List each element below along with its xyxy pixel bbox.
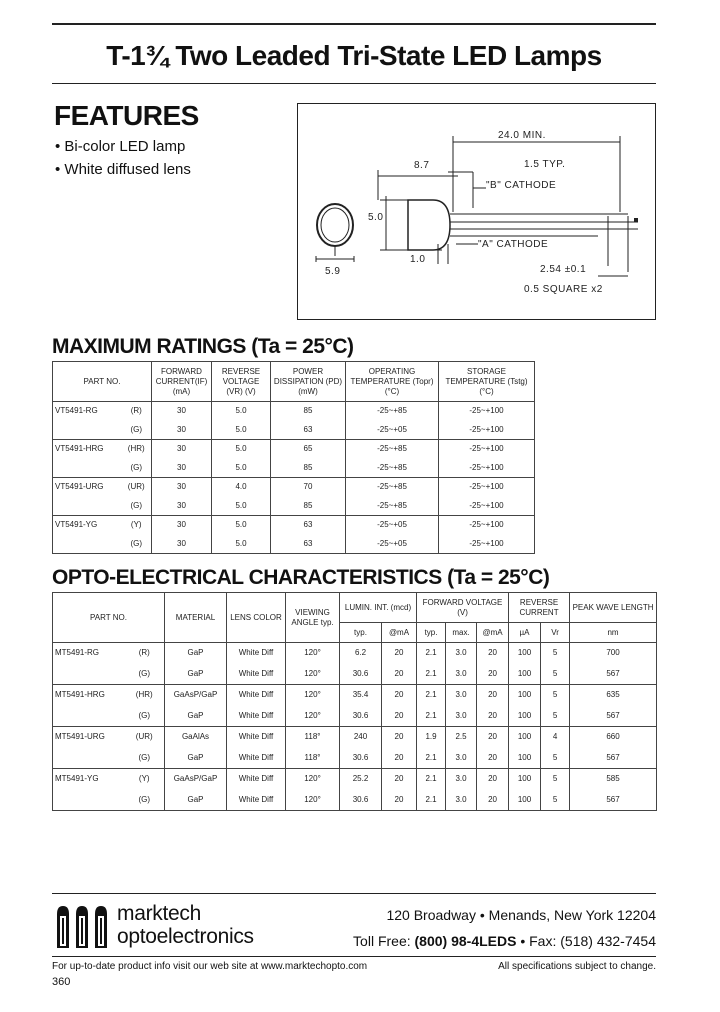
table-cell: GaP	[165, 790, 227, 811]
table-cell: 85	[271, 497, 346, 516]
table-cell: (R)	[122, 402, 152, 421]
col-header-lumin: LUMIN. INT. (mcd)	[340, 593, 417, 623]
table-cell: White Diff	[227, 748, 286, 769]
sub-header: @mA	[382, 623, 417, 643]
table-cell: -25~+100	[439, 421, 535, 440]
table-cell	[53, 535, 122, 554]
a-cathode-label: "A" CATHODE	[478, 239, 549, 250]
table-row	[53, 748, 657, 769]
table-cell: 5.0	[212, 402, 271, 421]
table-cell: 20	[382, 748, 417, 769]
table-cell: 5.0	[212, 421, 271, 440]
col-header-storage: STORAGE TEMPERATURE (Tstg) (°C)	[439, 362, 535, 402]
table-cell: 567	[570, 790, 657, 811]
table-cell: 100	[509, 769, 541, 790]
table-cell	[53, 421, 122, 440]
table-cell: -25~+85	[346, 402, 439, 421]
table-cell: 30.6	[340, 706, 382, 727]
table-cell	[53, 497, 122, 516]
max-ratings-table	[52, 361, 535, 554]
feature-item: • White diffused lens	[55, 161, 191, 178]
company-name-line2: optoelectronics	[117, 925, 254, 948]
table-cell: 2.1	[417, 748, 446, 769]
opto-table	[52, 592, 657, 811]
lamp-end-inner	[321, 208, 349, 242]
table-cell	[53, 748, 125, 769]
col-header-current: FORWARD CURRENT(IF) (mA)	[152, 362, 212, 402]
company-name-line1: marktech	[117, 902, 201, 925]
dim-87-label: 8.7	[414, 160, 430, 171]
top-rule	[52, 23, 656, 25]
table-cell: 3.0	[446, 643, 477, 664]
table-cell: -25~+05	[346, 535, 439, 554]
dim-254-label: 2.54 ±0.1	[540, 264, 587, 275]
table-cell: 100	[509, 643, 541, 664]
table-cell: 118°	[286, 727, 340, 748]
sub-header: Vr	[541, 623, 570, 643]
table-cell: 118°	[286, 748, 340, 769]
table-cell: VT5491-URG	[53, 478, 122, 497]
table-cell: 120°	[286, 790, 340, 811]
page-number: 360	[52, 976, 71, 988]
table-cell: GaAsP/GaP	[165, 685, 227, 706]
table-cell: 20	[382, 643, 417, 664]
table-cell: GaAsP/GaP	[165, 769, 227, 790]
table-cell: 3.0	[446, 685, 477, 706]
table-cell: VT5491-HRG	[53, 440, 122, 459]
table-cell: 25.2	[340, 769, 382, 790]
table-cell: 30.6	[340, 748, 382, 769]
package-diagram	[297, 103, 656, 320]
table-cell: 20	[382, 706, 417, 727]
table-row	[53, 402, 535, 421]
table-row	[53, 727, 657, 748]
table-cell: 3.0	[446, 664, 477, 685]
sub-header: typ.	[340, 623, 382, 643]
col-header-part: PART NO.	[53, 593, 165, 643]
table-cell: 4	[541, 727, 570, 748]
lamp-end-view	[317, 204, 353, 246]
table-cell: 5	[541, 685, 570, 706]
table-cell: 85	[271, 402, 346, 421]
table-cell: (R)	[125, 643, 165, 664]
table-cell: 30.6	[340, 790, 382, 811]
table-cell: (G)	[122, 535, 152, 554]
table-cell: White Diff	[227, 790, 286, 811]
table-cell: MT5491-HRG	[53, 685, 125, 706]
table-cell: 20	[477, 790, 509, 811]
table-cell: VT5491-RG	[53, 402, 122, 421]
table-cell: 20	[477, 643, 509, 664]
contact-phones	[353, 933, 656, 949]
table-cell: (HR)	[122, 440, 152, 459]
table-cell: 20	[477, 748, 509, 769]
footer-rule	[52, 893, 656, 894]
table-cell: 5	[541, 769, 570, 790]
table-cell: 3.0	[446, 769, 477, 790]
table-cell: (G)	[125, 790, 165, 811]
table-cell: 30	[152, 516, 212, 535]
dim-50-label: 5.0	[368, 212, 384, 223]
table-row	[53, 706, 657, 727]
table-cell: 65	[271, 440, 346, 459]
table-cell: VT5491-YG	[53, 516, 122, 535]
dim-10-label: 1.0	[410, 254, 426, 265]
table-cell	[53, 790, 125, 811]
table-cell: White Diff	[227, 706, 286, 727]
table-cell: 240	[340, 727, 382, 748]
table-cell: 30	[152, 459, 212, 478]
table-cell: -25~+100	[439, 459, 535, 478]
title-rule	[52, 83, 656, 84]
table-cell: (G)	[125, 706, 165, 727]
table-row	[53, 664, 657, 685]
table-cell: 63	[271, 421, 346, 440]
table-cell: 6.2	[340, 643, 382, 664]
table-cell: 5.0	[212, 535, 271, 554]
dim-24-label: 24.0 MIN.	[498, 130, 546, 141]
col-header-voltage: REVERSE VOLTAGE (VR) (V)	[212, 362, 271, 402]
table-cell: 4.0	[212, 478, 271, 497]
table-row	[53, 516, 535, 535]
max-ratings-heading: MAXIMUM RATINGS (Ta = 25°C)	[52, 335, 354, 358]
table-cell: 567	[570, 664, 657, 685]
table-cell: 20	[477, 664, 509, 685]
table-cell: (HR)	[125, 685, 165, 706]
table-cell: -25~+100	[439, 478, 535, 497]
table-cell: 20	[477, 685, 509, 706]
table-cell: 5	[541, 790, 570, 811]
table-cell: 700	[570, 643, 657, 664]
table-cell: -25~+100	[439, 497, 535, 516]
table-cell: 20	[477, 769, 509, 790]
feature-text: Bi-color LED lamp	[64, 138, 186, 155]
table-cell: -25~+05	[346, 516, 439, 535]
table-cell: -25~+85	[346, 478, 439, 497]
table-cell: 567	[570, 706, 657, 727]
table-cell: (UR)	[122, 478, 152, 497]
table-header-row	[53, 362, 535, 402]
opto-body	[53, 643, 657, 811]
table-cell: -25~+100	[439, 535, 535, 554]
sub-header: µA	[509, 623, 541, 643]
table-cell: GaAlAs	[165, 727, 227, 748]
table-row	[53, 421, 535, 440]
table-cell: 20	[382, 727, 417, 748]
table-cell: 30	[152, 497, 212, 516]
table-row	[53, 478, 535, 497]
table-cell: 2.1	[417, 685, 446, 706]
table-cell: MT5491-URG	[53, 727, 125, 748]
logo-lamps-icon	[54, 904, 114, 950]
table-cell: 120°	[286, 664, 340, 685]
table-cell: 120°	[286, 685, 340, 706]
table-cell: MT5491-YG	[53, 769, 125, 790]
table-cell: 35.4	[340, 685, 382, 706]
table-cell: 2.5	[446, 727, 477, 748]
table-cell: 30	[152, 535, 212, 554]
col-header-part: PART NO.	[53, 362, 152, 402]
table-cell: (G)	[125, 748, 165, 769]
col-header-viewing: VIEWING ANGLE typ.	[286, 593, 340, 643]
table-cell: White Diff	[227, 727, 286, 748]
table-cell: 5.0	[212, 459, 271, 478]
disclaimer: All specifications subject to change.	[498, 961, 656, 972]
table-cell: 5	[541, 706, 570, 727]
table-cell: 5	[541, 748, 570, 769]
sub-header: max.	[446, 623, 477, 643]
table-cell: 3.0	[446, 706, 477, 727]
table-cell: 63	[271, 516, 346, 535]
table-row	[53, 535, 535, 554]
table-cell: 1.9	[417, 727, 446, 748]
table-cell: 2.1	[417, 790, 446, 811]
table-cell: (G)	[125, 664, 165, 685]
table-cell: 20	[382, 685, 417, 706]
table-cell: -25~+100	[439, 402, 535, 421]
opto-heading: OPTO-ELECTRICAL CHARACTERISTICS (Ta = 25°C)	[52, 566, 550, 589]
marktech-logo	[54, 904, 114, 955]
sub-header: @mA	[477, 623, 509, 643]
feature-item: • Bi-color LED lamp	[55, 138, 186, 155]
table-cell: (G)	[122, 421, 152, 440]
lamp-body	[408, 200, 450, 250]
table-cell: 2.1	[417, 664, 446, 685]
table-cell: White Diff	[227, 685, 286, 706]
table-cell	[53, 706, 125, 727]
col-header-peak: PEAK WAVE LENGTH	[570, 593, 657, 623]
feature-text: White diffused lens	[64, 161, 191, 178]
table-cell: 100	[509, 727, 541, 748]
table-cell: 30	[152, 402, 212, 421]
table-cell: (UR)	[125, 727, 165, 748]
table-cell: 2.1	[417, 706, 446, 727]
table-cell: 20	[382, 769, 417, 790]
table-row	[53, 643, 657, 664]
table-cell: -25~+05	[346, 421, 439, 440]
table-cell: 100	[509, 685, 541, 706]
table-cell: -25~+85	[346, 459, 439, 478]
table-cell: 3.0	[446, 790, 477, 811]
table-cell: 100	[509, 790, 541, 811]
table-cell	[53, 459, 122, 478]
square-label: 0.5 SQUARE x2	[524, 284, 603, 295]
table-cell: 635	[570, 685, 657, 706]
table-cell: 30.6	[340, 664, 382, 685]
table-row	[53, 769, 657, 790]
page-title: T-1¾ Two Leaded Tri-State LED Lamps	[106, 40, 602, 71]
table-cell: 5.0	[212, 497, 271, 516]
table-cell: -25~+100	[439, 440, 535, 459]
b-cathode-label: "B" CATHODE	[486, 180, 557, 191]
dim-15-label: 1.5 TYP.	[524, 159, 566, 170]
table-cell: 120°	[286, 643, 340, 664]
table-cell: 120°	[286, 769, 340, 790]
table-cell: 660	[570, 727, 657, 748]
table-row	[53, 440, 535, 459]
website-note: For up-to-date product info visit our web site at www.marktechopto.com	[52, 961, 368, 972]
col-header-lens: LENS COLOR	[227, 593, 286, 643]
table-cell: 100	[509, 748, 541, 769]
table-cell: (G)	[122, 459, 152, 478]
table-cell: -25~+100	[439, 516, 535, 535]
table-cell: (G)	[122, 497, 152, 516]
table-cell: 567	[570, 748, 657, 769]
table-cell: 100	[509, 706, 541, 727]
table-cell: 5	[541, 643, 570, 664]
table-cell: 20	[477, 706, 509, 727]
table-cell: 20	[382, 664, 417, 685]
table-row	[53, 790, 657, 811]
col-header-power: POWER DISSIPATION (PD) (mW)	[271, 362, 346, 402]
table-cell: 30	[152, 478, 212, 497]
table-cell: 3.0	[446, 748, 477, 769]
table-header-row	[53, 593, 657, 623]
col-header-forward-voltage: FORWARD VOLTAGE (V)	[417, 593, 509, 623]
footer-bottom-rule	[52, 956, 656, 957]
table-cell: 5.0	[212, 440, 271, 459]
table-cell: 30	[152, 421, 212, 440]
table-cell: 70	[271, 478, 346, 497]
table-row	[53, 497, 535, 516]
col-header-material: MATERIAL	[165, 593, 227, 643]
table-cell: 63	[271, 535, 346, 554]
dim-59-label: 5.9	[325, 266, 341, 277]
table-cell: 5.0	[212, 516, 271, 535]
dimension-drawing	[298, 104, 655, 319]
table-cell: 30	[152, 440, 212, 459]
table-cell: 585	[570, 769, 657, 790]
table-cell: 100	[509, 664, 541, 685]
table-cell: (Y)	[125, 769, 165, 790]
table-row	[53, 685, 657, 706]
fax-number: • Fax: (518) 432-7454	[520, 933, 656, 949]
table-cell: (Y)	[122, 516, 152, 535]
table-cell: GaP	[165, 643, 227, 664]
table-cell: 5	[541, 664, 570, 685]
sub-header: typ.	[417, 623, 446, 643]
table-cell: White Diff	[227, 643, 286, 664]
table-cell: White Diff	[227, 769, 286, 790]
table-cell: 2.1	[417, 769, 446, 790]
table-cell: -25~+85	[346, 497, 439, 516]
sub-header: nm	[570, 623, 657, 643]
table-cell: GaP	[165, 748, 227, 769]
table-cell: -25~+85	[346, 440, 439, 459]
table-row	[53, 459, 535, 478]
table-cell	[53, 664, 125, 685]
table-cell: 20	[477, 727, 509, 748]
toll-free-number: (800) 98-4LEDS	[414, 933, 517, 949]
col-header-reverse-current: REVERSE CURRENT	[509, 593, 570, 623]
features-heading: FEATURES	[54, 100, 199, 131]
table-cell: MT5491-RG	[53, 643, 125, 664]
table-cell: 20	[382, 790, 417, 811]
table-cell: GaP	[165, 706, 227, 727]
table-cell: GaP	[165, 664, 227, 685]
toll-free-label: Toll Free:	[353, 933, 411, 949]
table-cell: White Diff	[227, 664, 286, 685]
table-cell: 2.1	[417, 643, 446, 664]
col-header-operating: OPERATING TEMPERATURE (Topr) (°C)	[346, 362, 439, 402]
company-address: 120 Broadway • Menands, New York 12204	[386, 907, 656, 923]
table-cell: 85	[271, 459, 346, 478]
table-cell: 120°	[286, 706, 340, 727]
max-ratings-body	[53, 402, 535, 554]
